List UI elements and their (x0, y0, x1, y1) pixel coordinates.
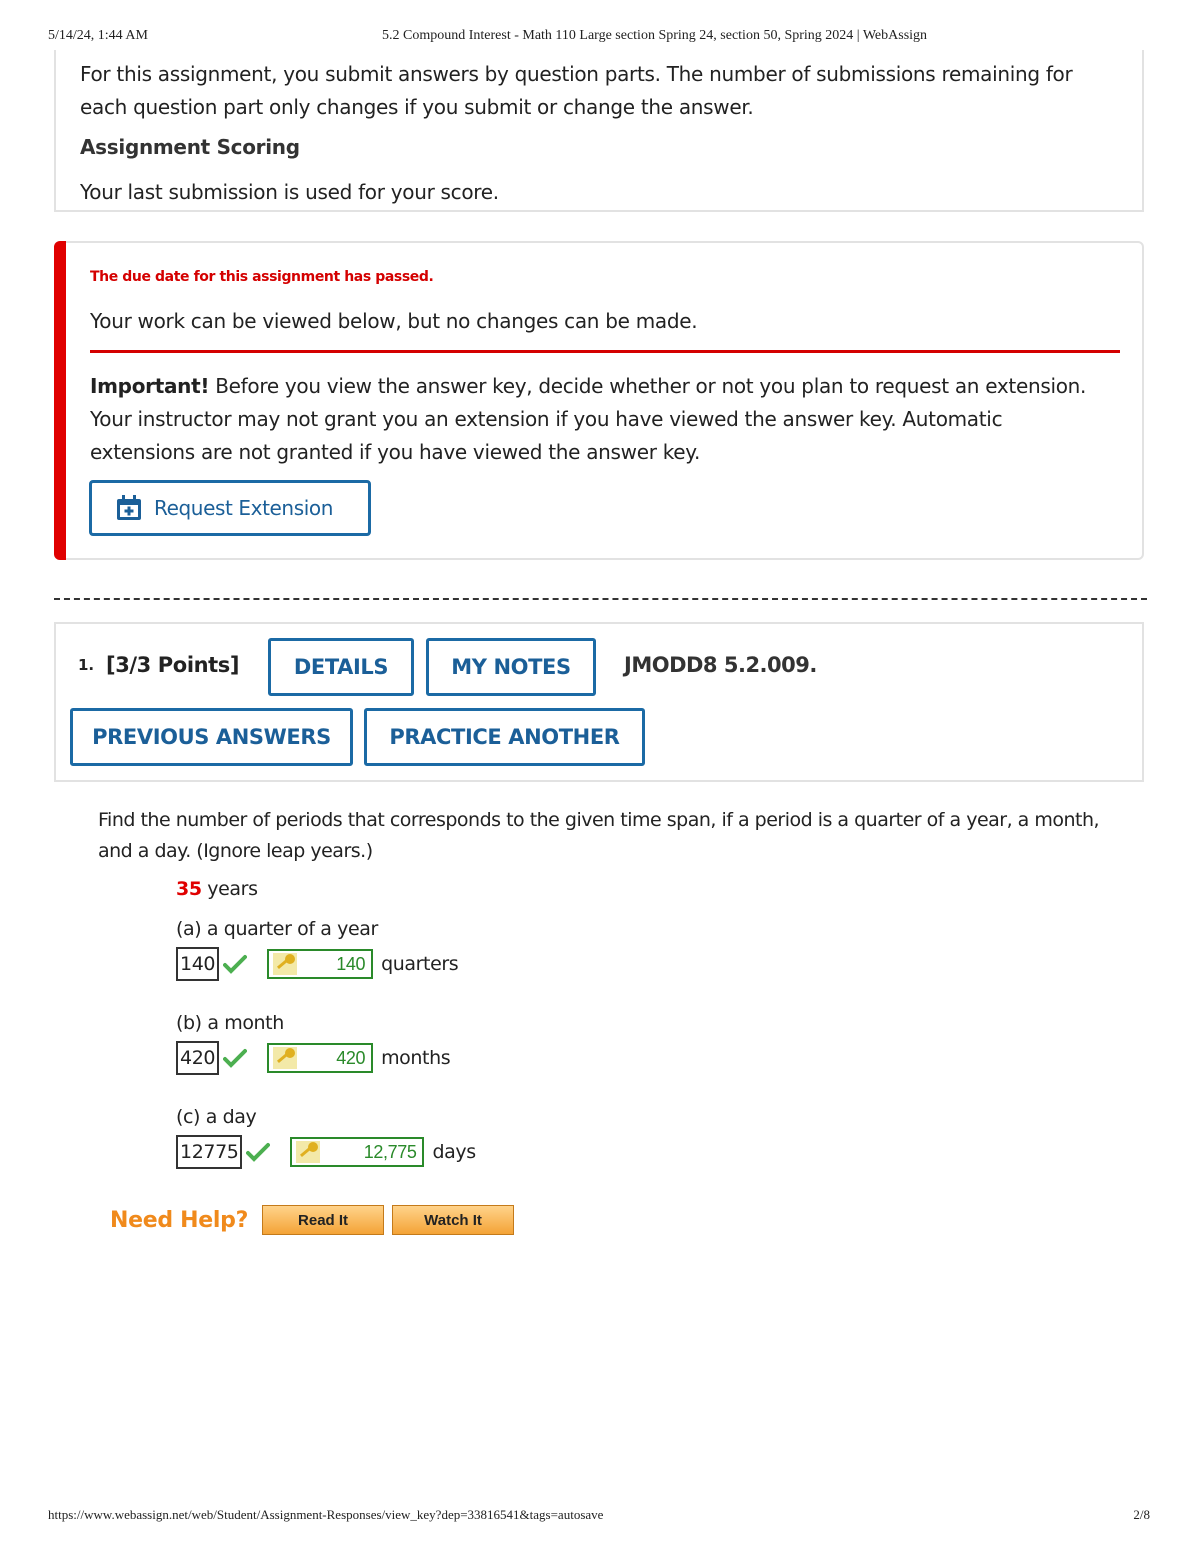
my-notes-button[interactable]: MY NOTES (426, 638, 596, 696)
request-extension-button[interactable] (89, 480, 371, 536)
submissions-text: For this assignment, you submit answers by question parts. The number of submissions remaining for each question part only changes if you submit or change the answer. (80, 62, 1073, 119)
print-header (0, 28, 1200, 48)
viewed-text: Your work can be viewed below, but no changes can be made. (90, 309, 698, 333)
part-c-answer: 12775 (176, 1135, 242, 1169)
instructions-panel (54, 50, 1144, 212)
alert-accent-bar (54, 241, 66, 560)
request-extension-label: Request Extension (154, 496, 333, 520)
practice-another-button[interactable]: PRACTICE ANOTHER (364, 708, 645, 766)
part-c-label: (c) a day (176, 1106, 257, 1128)
question-separator (54, 598, 1147, 600)
part-c-unit: days (432, 1141, 476, 1163)
given-unit: years (201, 878, 258, 900)
question-prompt: Find the number of periods that corresponds to the given time span, if a period is a quarter of a year, a month, and a day. (Ignore leap years.) (98, 809, 1100, 862)
part-b-answer: 420 (176, 1041, 219, 1075)
scoring-heading: Assignment Scoring (80, 135, 300, 159)
due-date-alert (54, 241, 1144, 560)
part-a-unit: quarters (381, 953, 459, 975)
previous-answers-button[interactable]: PREVIOUS ANSWERS (70, 708, 353, 766)
important-note (90, 370, 1112, 469)
key-icon (273, 1047, 297, 1069)
scoring-text: Your last submission is used for your score. (80, 180, 499, 204)
part-a-label: (a) a quarter of a year (176, 918, 378, 940)
important-text: Before you view the answer key, decide whether or not you plan to request an extension. Your instructor may not grant you an extension if you have viewed the answer key. Automatic extensions are not granted if you have viewed the answer key. (90, 374, 1087, 464)
checkmark-icon (223, 954, 247, 974)
question-points: [3/3 Points] (106, 653, 240, 677)
important-label: Important! (90, 374, 210, 398)
part-b-key-answer[interactable] (267, 1043, 373, 1073)
question-code: JMODD8 5.2.009. (624, 653, 817, 677)
part-c-key-value: 12,775 (363, 1141, 417, 1162)
need-help-bar (110, 1203, 522, 1237)
part-b-answer-row (176, 1041, 450, 1075)
part-a-key-value: 140 (336, 953, 366, 974)
read-it-button[interactable]: Read It (262, 1205, 384, 1235)
calendar-plus-icon (114, 493, 144, 523)
checkmark-icon (246, 1142, 270, 1162)
print-footer (0, 1507, 1200, 1527)
given-value: 35 (176, 878, 202, 900)
part-a-answer-row (176, 947, 458, 981)
need-help-label: Need Help? (110, 1207, 249, 1233)
given-time-span (176, 878, 258, 900)
part-b-key-value: 420 (336, 1047, 366, 1068)
print-title: 5.2 Compound Interest - Math 110 Large section Spring 24, section 50, Spring 2024 | WebAssign (382, 28, 928, 43)
part-a-key-answer[interactable] (267, 949, 373, 979)
question-number: 1. (78, 656, 95, 674)
print-url: https://www.webassign.net/web/Student/Assignment-Responses/view_key?dep=33816541&tags=autosave (48, 1507, 604, 1522)
key-icon (273, 953, 297, 975)
part-a-answer: 140 (176, 947, 219, 981)
print-date: 5/14/24, 1:44 AM (48, 28, 148, 43)
watch-it-button[interactable]: Watch It (392, 1205, 514, 1235)
key-icon (296, 1141, 320, 1163)
due-passed-text: The due date for this assignment has passed. (90, 269, 434, 285)
alert-divider (90, 350, 1120, 353)
details-button[interactable]: DETAILS (268, 638, 414, 696)
part-c-answer-row (176, 1135, 476, 1169)
part-b-unit: months (381, 1047, 451, 1069)
part-b-label: (b) a month (176, 1012, 284, 1034)
part-c-key-answer[interactable] (290, 1137, 424, 1167)
question-header (54, 622, 1144, 782)
checkmark-icon (223, 1048, 247, 1068)
print-page-number: 2/8 (1133, 1507, 1150, 1522)
